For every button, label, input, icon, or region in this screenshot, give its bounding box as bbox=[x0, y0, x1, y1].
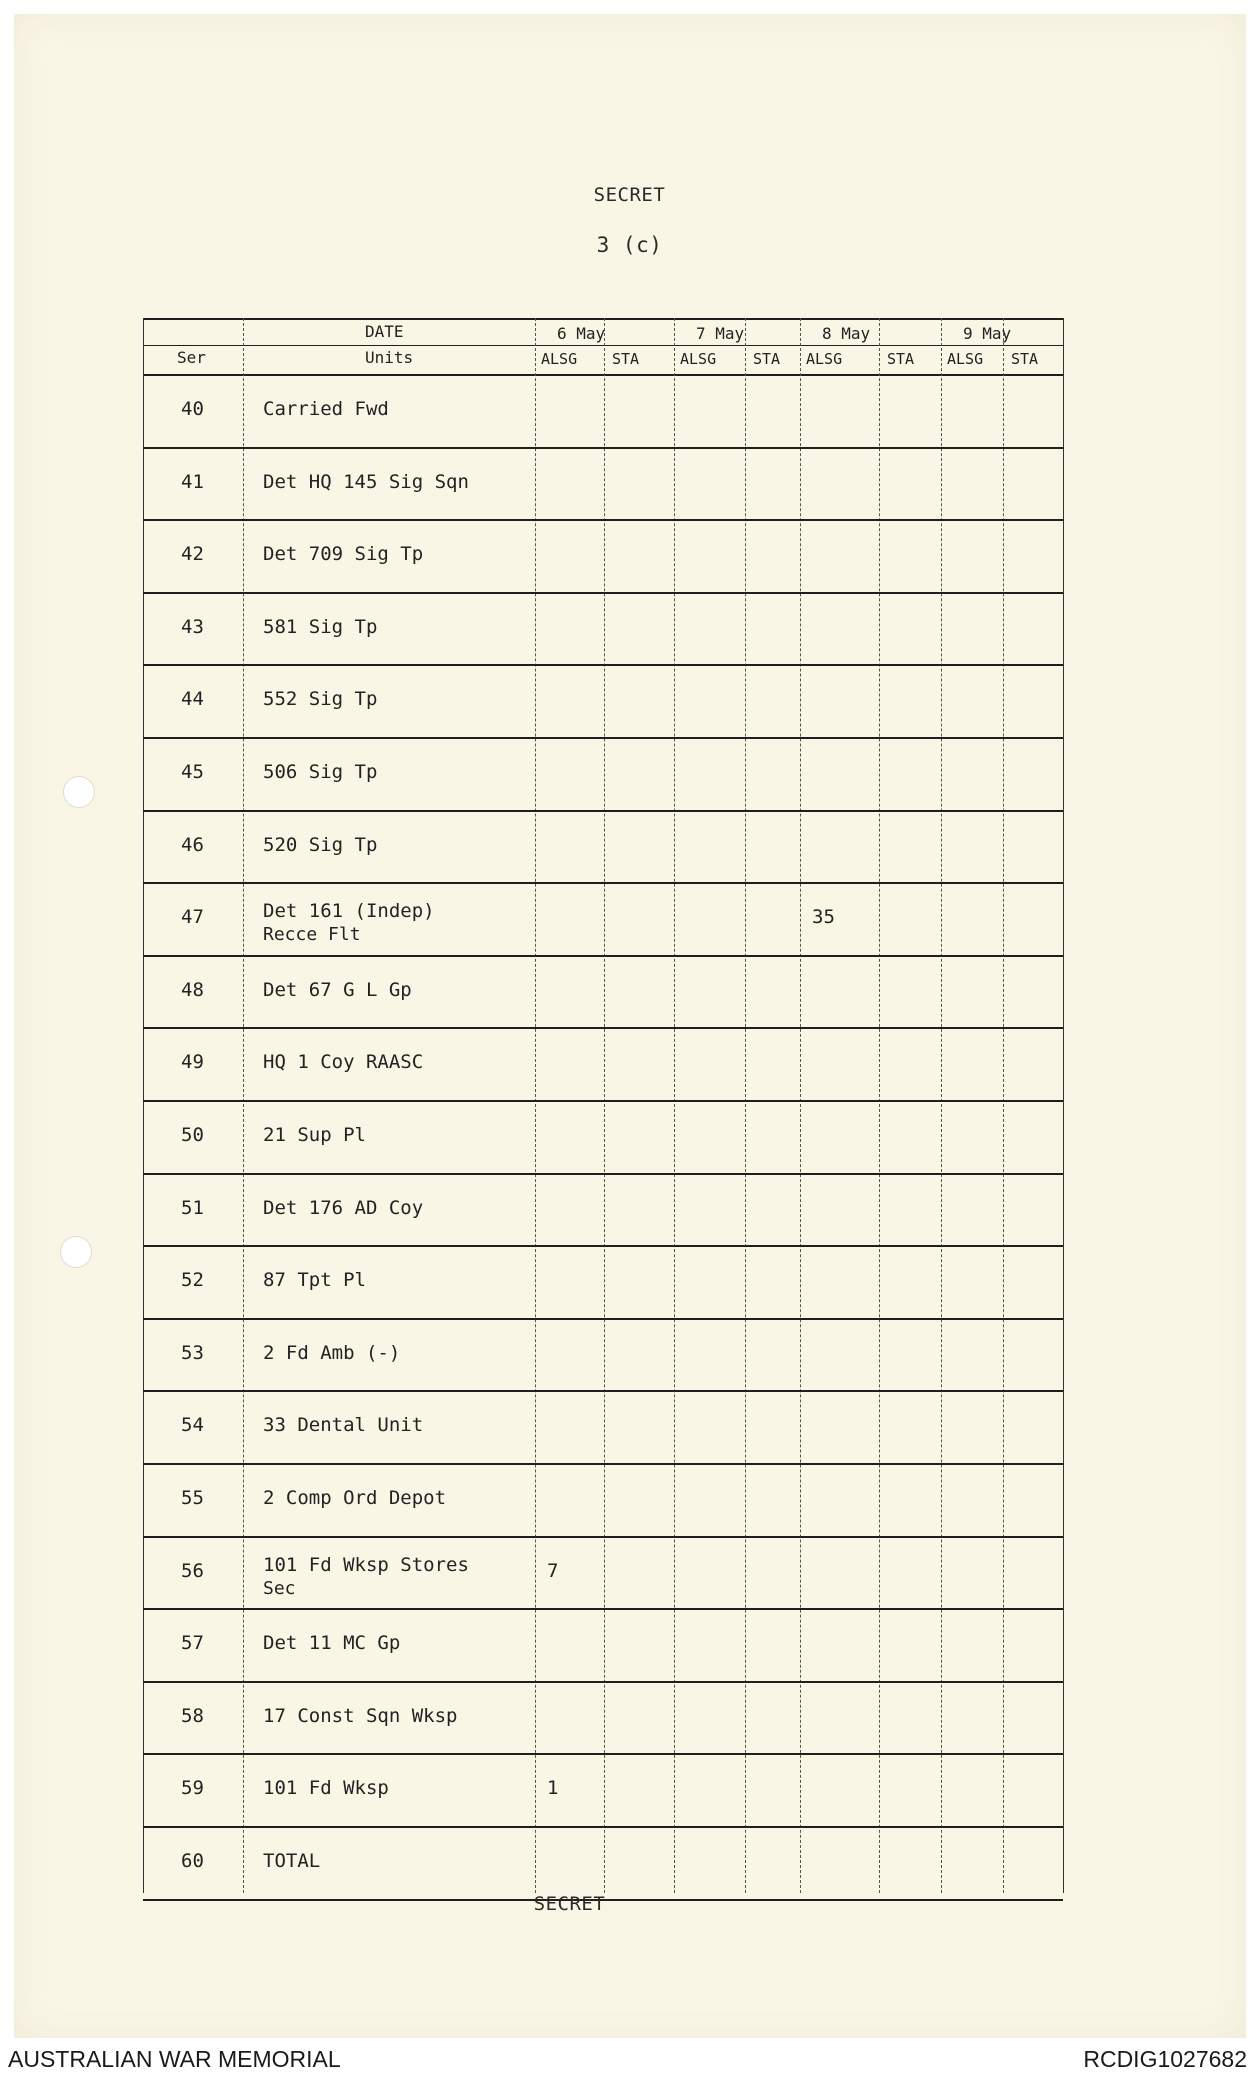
unit-name: 2 Fd Amb (-) bbox=[263, 1341, 401, 1364]
subcol-alsg: ALSG bbox=[947, 350, 984, 368]
classification-bottom: SECRET bbox=[533, 1893, 606, 1915]
header-rule-top bbox=[143, 318, 1063, 320]
ser-number: 47 bbox=[181, 906, 204, 929]
subcol-sta: STA bbox=[612, 350, 640, 368]
row-rule bbox=[143, 519, 1063, 521]
ser-number: 60 bbox=[181, 1850, 204, 1872]
unit-name: Det 176 AD Coy bbox=[263, 1196, 424, 1219]
row-rule bbox=[143, 955, 1063, 957]
row-rule bbox=[143, 1608, 1063, 1610]
ser-number: 50 bbox=[181, 1124, 204, 1146]
unit-name: 506 Sig Tp bbox=[263, 761, 378, 783]
column-divider bbox=[535, 318, 536, 1893]
row-rule bbox=[143, 737, 1063, 739]
ser-number: 55 bbox=[181, 1487, 204, 1509]
unit-name: 2 Comp Ord Depot bbox=[263, 1487, 447, 1509]
row-rule bbox=[143, 1463, 1063, 1465]
ser-number: 45 bbox=[181, 761, 204, 783]
unit-name: 101 Fd Wksp bbox=[263, 1777, 389, 1800]
cell-value: 35 bbox=[812, 906, 835, 929]
row-rule bbox=[143, 664, 1063, 666]
column-divider bbox=[1003, 318, 1004, 1893]
subcol-alsg: ALSG bbox=[680, 350, 717, 368]
punch-hole-top bbox=[63, 776, 95, 808]
unit-name: 101 Fd Wksp Stores bbox=[263, 1553, 469, 1576]
row-rule bbox=[143, 1536, 1063, 1538]
classification-top: SECRET bbox=[593, 184, 666, 206]
ser-number: 51 bbox=[181, 1196, 204, 1219]
ser-number: 42 bbox=[181, 543, 204, 566]
row-rule bbox=[143, 1390, 1063, 1392]
ser-number: 52 bbox=[181, 1269, 204, 1292]
ser-number: 43 bbox=[181, 615, 204, 638]
column-divider bbox=[879, 318, 880, 1893]
column-divider bbox=[941, 318, 942, 1893]
date-label: DATE bbox=[365, 322, 404, 341]
cell-value: 1 bbox=[547, 1777, 559, 1800]
unit-name: TOTAL bbox=[263, 1850, 321, 1872]
subcol-alsg: ALSG bbox=[541, 350, 578, 368]
row-rule bbox=[143, 447, 1063, 449]
unit-name: Det HQ 145 Sig Sqn bbox=[263, 470, 469, 493]
unit-name-cont: Recce Flt bbox=[263, 924, 361, 946]
row-rule bbox=[143, 1681, 1063, 1683]
unit-name: 520 Sig Tp bbox=[263, 833, 378, 856]
subcol-sta: STA bbox=[887, 350, 915, 368]
footer-institution: AUSTRALIAN WAR MEMORIAL bbox=[8, 2046, 341, 2072]
ser-number: 48 bbox=[181, 978, 204, 1001]
header-rule-bottom bbox=[143, 374, 1063, 376]
unit-name: 21 Sup Pl bbox=[263, 1124, 366, 1146]
row-rule bbox=[143, 810, 1063, 812]
column-divider bbox=[674, 318, 675, 1893]
row-rule bbox=[143, 1318, 1063, 1320]
row-rule bbox=[143, 1753, 1063, 1755]
header-rule-mid bbox=[143, 345, 1063, 346]
row-rule bbox=[143, 1100, 1063, 1102]
unit-name-cont: Sec bbox=[263, 1577, 296, 1599]
ser-number: 40 bbox=[181, 398, 204, 420]
left-border bbox=[143, 318, 144, 1893]
date-header: 8 May bbox=[822, 324, 871, 343]
ser-number: 49 bbox=[181, 1051, 204, 1074]
page-reference: 3 (c) bbox=[596, 233, 663, 257]
date-header: 7 May bbox=[696, 324, 745, 343]
column-divider bbox=[604, 318, 605, 1893]
row-rule bbox=[143, 1826, 1063, 1828]
units-label: Units bbox=[365, 348, 414, 367]
ser-number: 46 bbox=[181, 833, 204, 856]
ser-number: 57 bbox=[181, 1632, 204, 1655]
punch-hole-bottom bbox=[60, 1236, 92, 1268]
ser-number: 56 bbox=[181, 1559, 204, 1582]
footer-reference: RCDIG1027682 bbox=[1083, 2046, 1247, 2072]
subcol-alsg: ALSG bbox=[806, 350, 843, 368]
unit-name: 581 Sig Tp bbox=[263, 615, 378, 638]
row-rule bbox=[143, 592, 1063, 594]
column-divider bbox=[745, 318, 746, 1893]
unit-name: 87 Tpt Pl bbox=[263, 1269, 366, 1292]
ser-number: 58 bbox=[181, 1704, 204, 1727]
ser-number: 53 bbox=[181, 1341, 204, 1364]
ser-number: 44 bbox=[181, 688, 204, 711]
unit-name: Det 11 MC Gp bbox=[263, 1632, 401, 1655]
unit-name: Det 709 Sig Tp bbox=[263, 543, 424, 566]
unit-name: 17 Const Sqn Wksp bbox=[263, 1704, 458, 1727]
ser-number: 59 bbox=[181, 1777, 204, 1800]
unit-name: Carried Fwd bbox=[263, 398, 389, 420]
row-rule bbox=[143, 1027, 1063, 1029]
unit-name: 33 Dental Unit bbox=[263, 1414, 424, 1437]
ser-label: Ser bbox=[177, 348, 206, 367]
unit-name: Det 67 G L Gp bbox=[263, 978, 412, 1001]
unit-name: HQ 1 Coy RAASC bbox=[263, 1051, 424, 1074]
date-header: 6 May bbox=[557, 324, 606, 343]
units-table bbox=[143, 318, 1063, 1893]
subcol-sta: STA bbox=[1011, 350, 1039, 368]
row-rule bbox=[143, 1173, 1063, 1175]
column-divider bbox=[1063, 318, 1064, 1893]
unit-name: 552 Sig Tp bbox=[263, 688, 378, 711]
ser-divider bbox=[243, 318, 244, 1893]
subcol-sta: STA bbox=[753, 350, 781, 368]
ser-number: 54 bbox=[181, 1414, 204, 1437]
column-divider bbox=[800, 318, 801, 1893]
cell-value: 7 bbox=[547, 1559, 559, 1582]
ser-number: 41 bbox=[181, 470, 204, 493]
date-header: 9 May bbox=[963, 324, 1012, 343]
row-rule bbox=[143, 882, 1063, 884]
row-rule bbox=[143, 1245, 1063, 1247]
unit-name: Det 161 (Indep) bbox=[263, 900, 435, 923]
